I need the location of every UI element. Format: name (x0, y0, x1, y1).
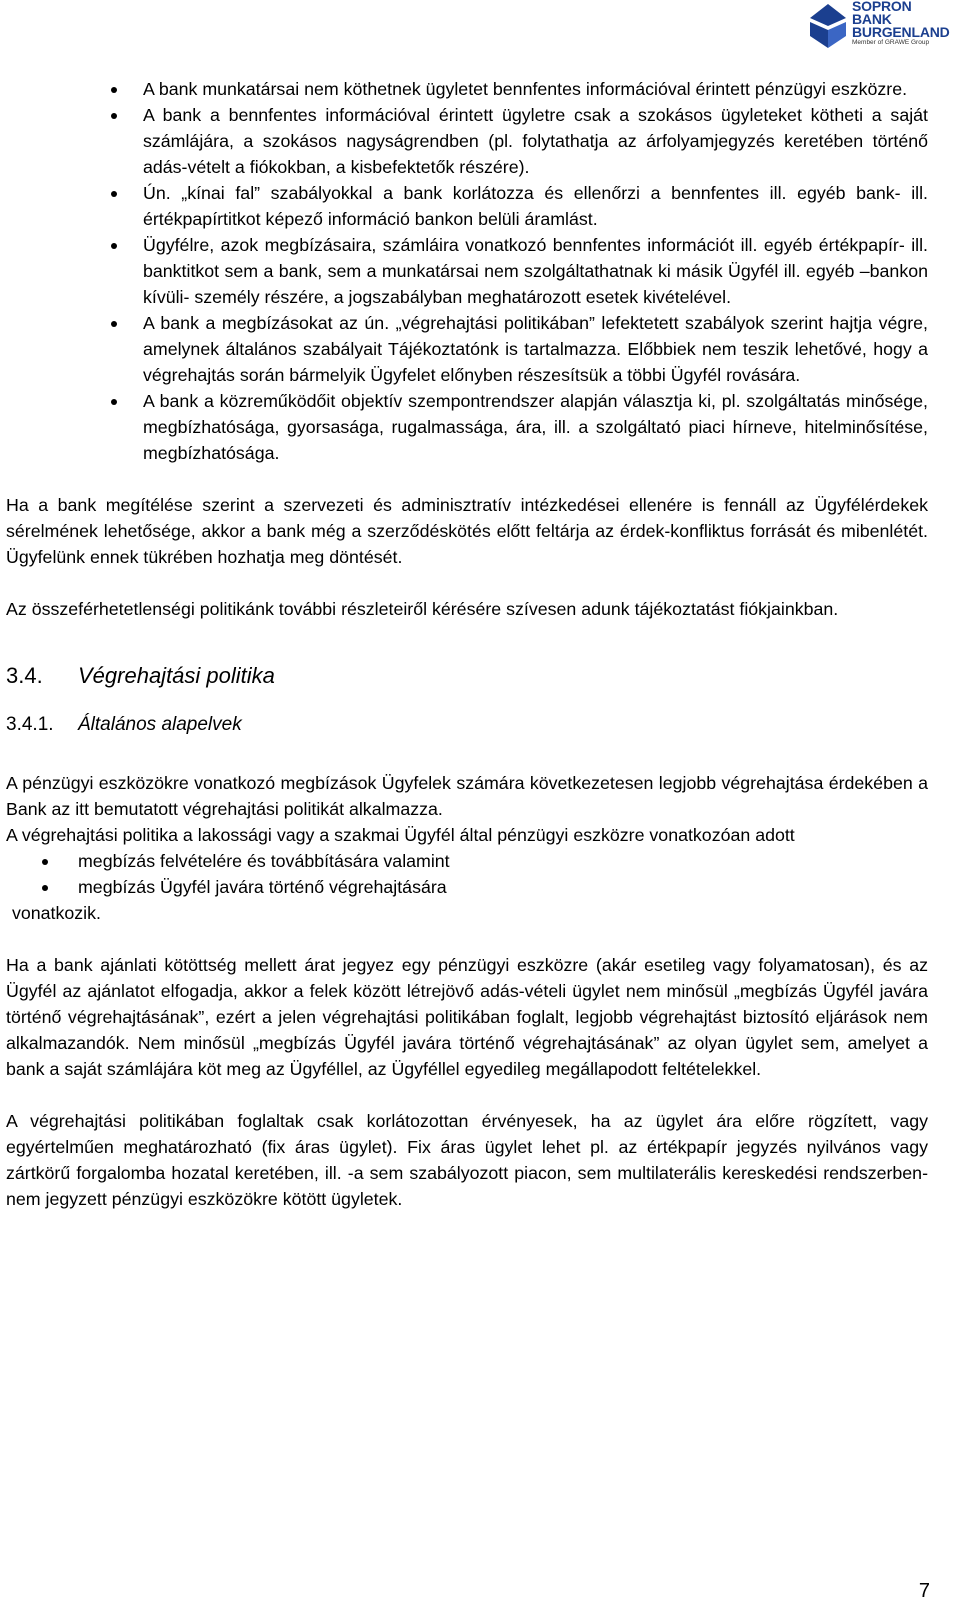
page-number: 7 (918, 1580, 930, 1602)
list-item-text: A bank a közreműködőit objektív szempontrendszer alapján választja ki, pl. szolgáltatás minősége, megbízhatósága, gyorsasága, rugalmassága, ára, ill. a szolgáltató piaci hírneve, hitelminősítése, megbízhatósága. (143, 391, 928, 463)
list-item (6, 310, 928, 388)
subsection-heading (6, 712, 928, 738)
bank-logo (810, 0, 960, 52)
list-item-text: A bank munkatársai nem köthetnek ügyletet bennfentes információval érintett pénzügyi eszközre. (143, 79, 908, 99)
bullet-icon (111, 191, 117, 197)
list-item (6, 102, 928, 180)
scope-bullet-list (6, 848, 928, 900)
list-item (6, 388, 928, 466)
paragraph-quoted-price: Ha a bank ajánlati kötöttség mellett árat jegyez egy pénzügyi eszközre (akár esetileg vagy folyamatosan), és az Ügyfél az ajánlatot elfogadja, akkor a felek között létrejövő adás-vételi ügylet nem minősül „megbízás Ügyfél javára történő végrehajtásának”, ezért a jelen végrehajtási politikában foglalt, legjobb végrehajtást biztosító eljárások nem alkalmazandók. Nem minősül „megbízás Ügyfél javára történő végrehajtásának” az olyan ügylet sem, amelyet a bank a saját számlájára köt meg az Ügyféllel, az Ügyféllel egyedileg megállapodott feltételekkel. (6, 955, 928, 1079)
bullet-icon (111, 321, 117, 327)
logo-member-line: Member of GRAWE Group (852, 39, 930, 46)
list-item (6, 848, 928, 874)
list-item-text: A bank a bennfentes információval érintett ügyletre csak a szokásos ügyleteket kötheti a saját számlájára, a szokásos nagyságrendben (pl. folytathatja az árfolyamjegyzés keretében történő adás-vételt a fiókokban, a kisbefektetők részére). (143, 105, 928, 177)
bullet-icon (111, 113, 117, 119)
list-item (6, 232, 928, 310)
section-heading (6, 662, 928, 690)
list-item (6, 180, 928, 232)
paragraph-conflict-disclosure: Ha a bank megítélése szerint a szervezeti és adminisztratív intézkedései ellenére is fennáll az Ügyfélérdekek sérelmének lehetősége, akkor a bank még a szerződéskötés előtt feltárja az érdek-konfliktus forrását és mibenlétét. Ügyfelünk ennek tükrében hozhatja meg döntését. (6, 495, 928, 567)
list-item (6, 76, 928, 102)
paragraph-fixed-price: A végrehajtási politikában foglaltak csak korlátozottan érvényesek, ha az ügylet ára előre rögzített, vagy egyértelműen meghatározható (fix áras ügylet). Fix áras ügylet lehet pl. az értékpapír jegyzés nyilvános vagy zártkörű forgalomba hozatal keretében, ill. -a sem szabályozott piacon, sem multilaterális kereskedési rendszerben- nem jegyzett pénzügyi eszközökre kötött ügyletek. (6, 1111, 928, 1209)
list-item-text: megbízás Ügyfél javára történő végrehajtására (78, 877, 447, 897)
section-title: Végrehajtási politika (78, 663, 275, 688)
bullet-icon (111, 243, 117, 249)
paragraph-scope-end: vonatkozik. (12, 903, 101, 923)
bullet-icon (42, 885, 48, 891)
bank-logo-icon (810, 4, 846, 48)
list-item-text: A bank a megbízásokat az ún. „végrehajtási politikában” lefektetett szabályok szerint hajtja végre, amelynek általános szabályait Tájékoztatónk is tartalmazza. Előbbiek nem teszik lehetővé, hogy a végrehajtás során bármelyik Ügyfelet előnyben részesítsük a többi Ügyfél rovására. (143, 313, 928, 385)
bullet-icon (111, 87, 117, 93)
logo-line-1: SOPRON (852, 0, 912, 14)
subsection-number: 3.4.1. (6, 714, 54, 735)
section-number: 3.4. (6, 663, 43, 688)
list-item-text: Ún. „kínai fal” szabályokkal a bank korlátozza és ellenőrzi a bennfentes ill. egyéb bank- ill. értékpapírtitkot képező információ bankon belüli áramlást. (143, 183, 928, 229)
paragraph-best-execution: A pénzügyi eszközökre vonatkozó megbízások Ügyfelek számára következetesen legjobb végrehajtása érdekében a Bank az itt bemutatott végrehajtási politikát alkalmazza. (6, 773, 928, 819)
document-body (6, 76, 928, 1212)
list-item-text: megbízás felvételére és továbbítására valamint (78, 851, 450, 871)
conflict-bullet-list (6, 76, 928, 466)
bank-logo-text (852, 0, 950, 47)
list-item (6, 874, 928, 900)
bullet-icon (111, 399, 117, 405)
logo-line-2: BANK (852, 11, 892, 27)
list-item-text: Ügyfélre, azok megbízásaira, számláira vonatkozó bennfentes információt ill. egyéb értékpapír- ill. banktitkot sem a bank, sem a munkatársai nem szolgáltathatnak ki másik Ügyfél ill. egyéb –bankon kívüli- személy részére, a jogszabályban meghatározott esetek kivételével. (143, 235, 928, 307)
logo-line-3: BURGENLAND (852, 24, 950, 40)
paragraph-scope: A végrehajtási politika a lakossági vagy a szakmai Ügyfél által pénzügyi eszközre vonatkozóan adott (6, 825, 795, 845)
bullet-icon (42, 859, 48, 865)
subsection-title: Általános alapelvek (78, 714, 242, 735)
paragraph-further-details: Az összeférhetetlenségi politikánk további részleteiről kérésére szívesen adunk tájékoztatást fiókjainkban. (6, 599, 839, 619)
